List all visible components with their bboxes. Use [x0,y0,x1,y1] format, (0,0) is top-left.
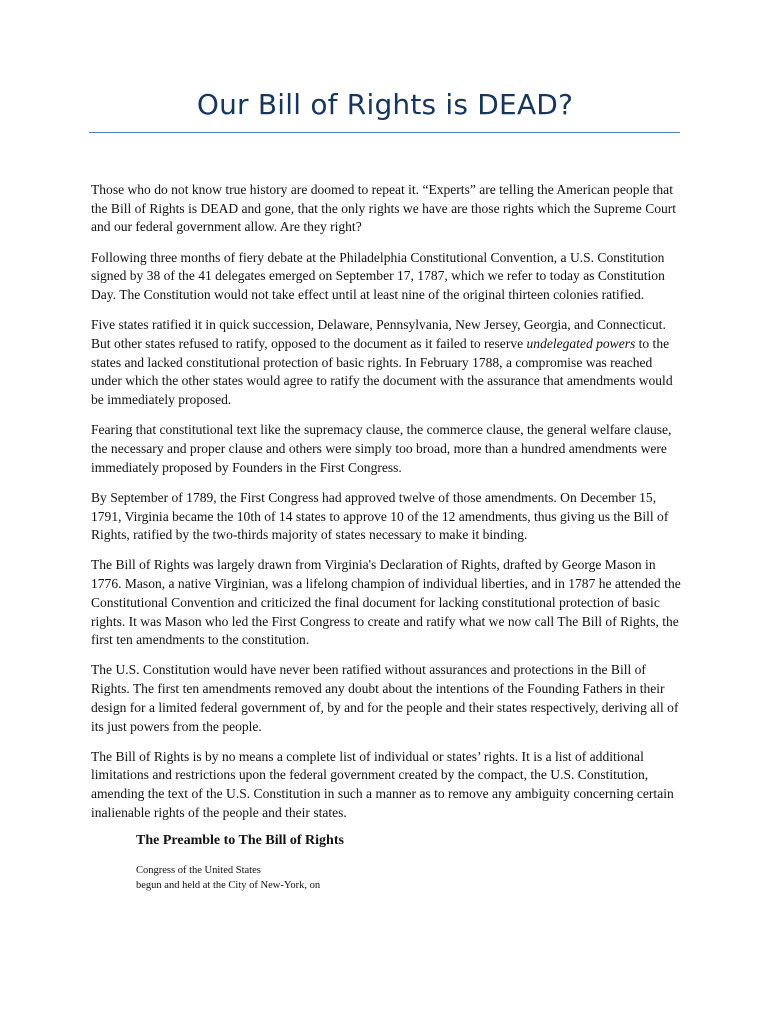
preamble-line: Congress of the United States [136,865,261,876]
preamble-heading: The Preamble to The Bill of Rights [136,833,344,848]
paragraph: The Bill of Rights is by no means a complete list of individual or states’ rights. It is a list of additional limitations and restrictions upon the federal government created by the compact, the U.S. Constitution, amending the text of the U.S. Constitution in such a manner as to remove any ambiguity concerning certain inalienable rights of the people and their states. [91,748,674,820]
article-body [91,181,682,834]
emphasized-phrase: undelegated powers [526,335,636,351]
paragraph: Those who do not know true history are doomed to repeat it. “Experts” are telling the American people that the Bill of Rights is DEAD and gone, that the only rights we have are those rights which the Supreme Court and our federal government allow. Are they right? [91,182,677,235]
document-title: Our Bill of Rights is DEAD? [196,88,574,121]
paragraph: The U.S. Constitution would have never been ratified without assurances and protections in the Bill of Rights. The first ten amendments removed any doubt about the intentions of the Founding Fathers in their design for a limited federal government of, by and for the people and their states respectively, deriving all of its just powers from the people. [91,662,679,734]
paragraph: Fearing that constitutional text like the supremacy clause, the commerce clause, the general welfare clause, the necessary and proper clause and others were simply too broad, more than a hundred amendments were immediately proposed by Founders in the First Congress. [91,422,672,475]
paragraph-text: Five states ratified it in quick succession, Delaware, Pennsylvania, New Jersey, Georgia, and Connecticut. But other states refused to ratify, opposed to the document as it failed to reserve [91,317,666,351]
preamble-line: begun and held at the City of New-York, on [136,879,321,891]
paragraph-text: to the states and lacked constitutional protection of basic rights. In February 1788, a compromise was reached under which the other states would agree to ratify the document with the assurance that amendments would be immediately proposed. [91,335,673,408]
paragraph: By September of 1789, the First Congress had approved twelve of those amendments. On December 15, 1791, Virginia became the 10th of 14 states to approve 10 of the 12 amendments, thus giving us the Bill of Rights, ratified by the two-thirds majority of states necessary to make it binding. [91,489,669,543]
paragraph: Following three months of fiery debate at the Philadelphia Constitutional Convention, a U.S. Constitution signed by 38 of the 41 delegates emerged on September 17, 1787, which we refer to today as Constitution Day. The Constitution would not take effect until at least nine of the original thirteen colonies ratified. [91,249,665,303]
paragraph: The Bill of Rights was largely drawn from Virginia's Declaration of Rights, drafted by George Mason in 1776. Mason, a native Virginian, was a lifelong champion of individual liberties, and in 1787 he attended the Constitutional Convention and criticized the final document for lacking constitutional protection of basic rights. It was Mason who led the First Congress to create and ratify what we now call The Bill of Rights, the first ten amendments to the constitution. [91,557,681,648]
paragraph [91,316,682,410]
title-divider [89,132,680,133]
preamble-text [136,864,320,893]
